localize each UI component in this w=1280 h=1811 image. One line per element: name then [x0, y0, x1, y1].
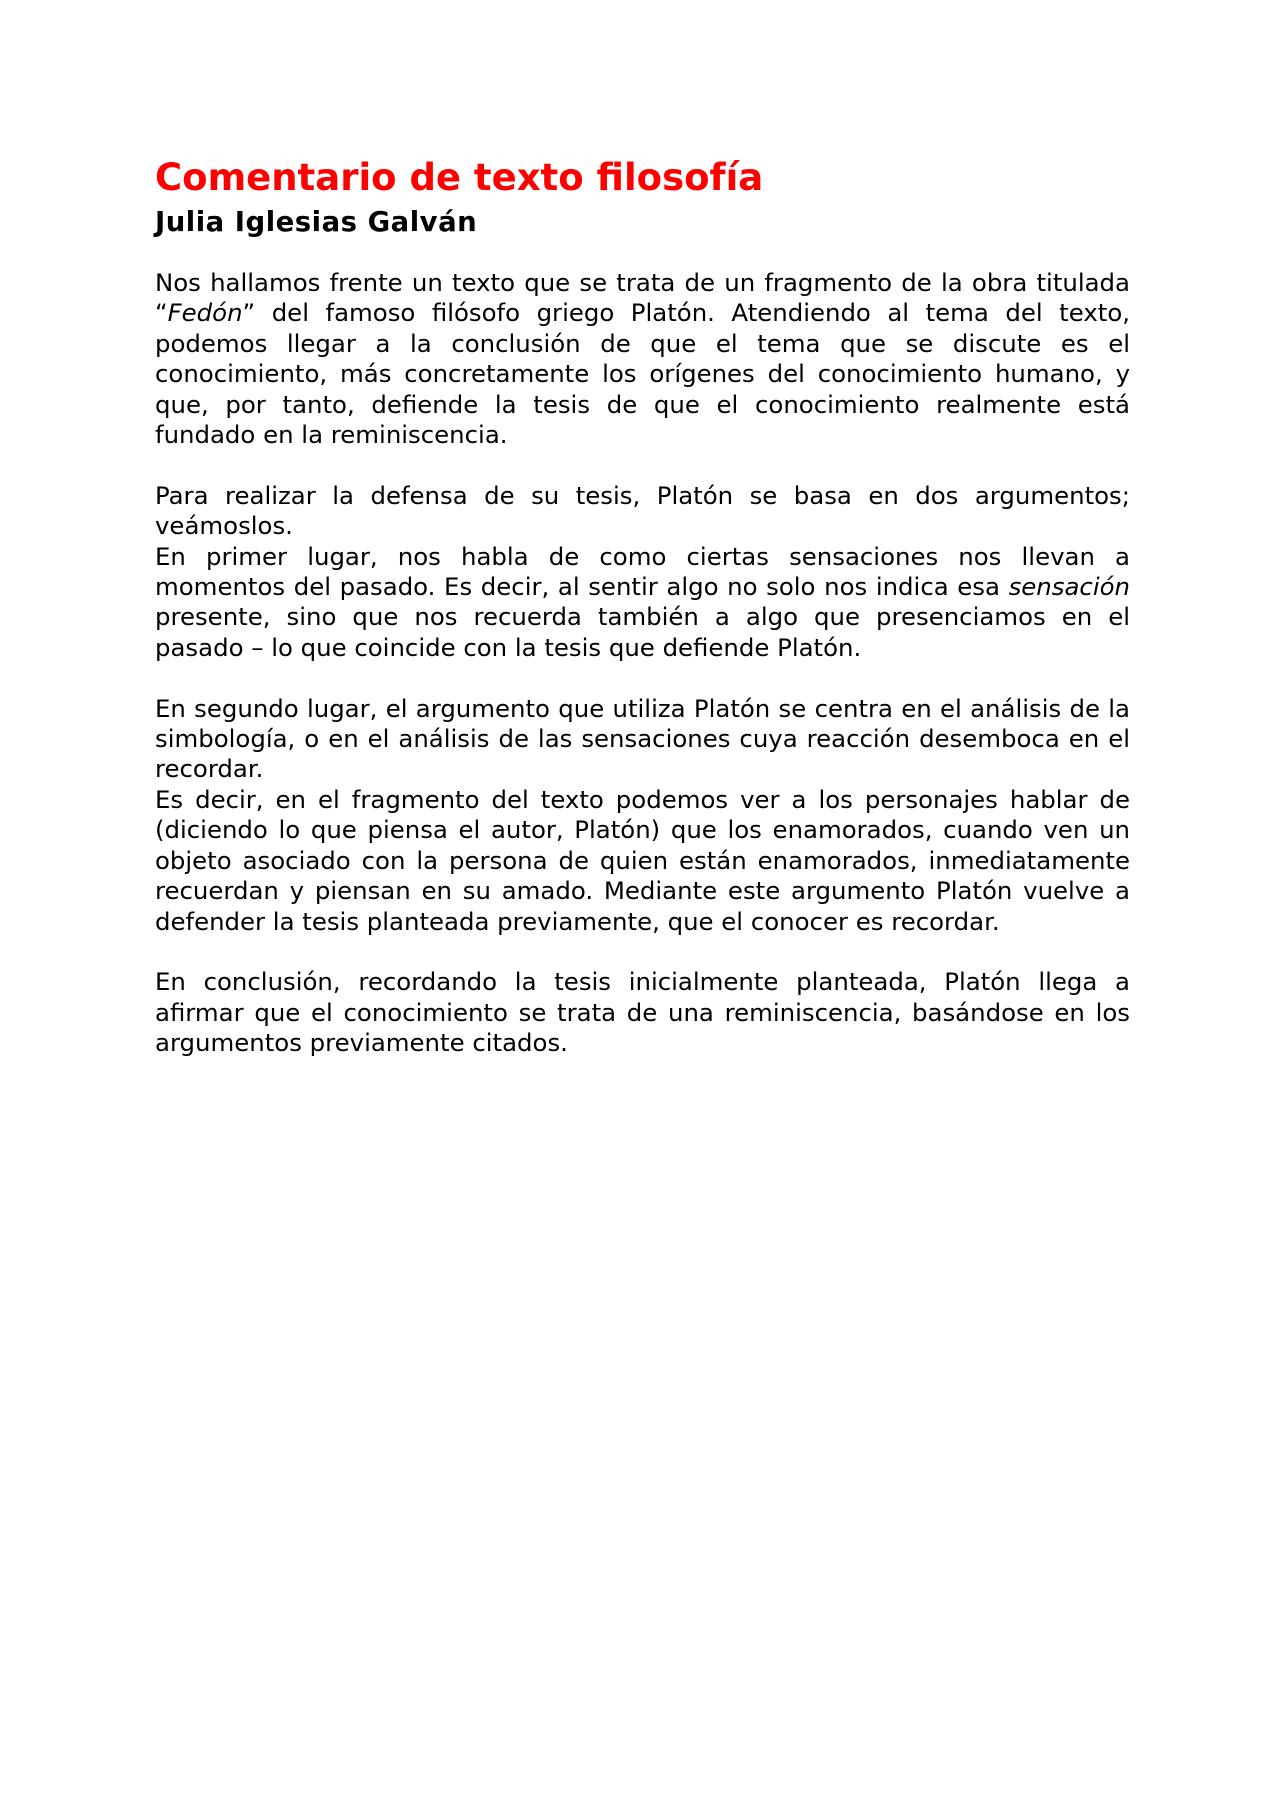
paragraph-second-argument: En segundo lugar, el argumento que utiliza Platón se centra en el análisis de la simbología, o en el análisis de las sensaciones cuya reacción desemboca en el recordar.: [155, 693, 1130, 784]
paragraph-text: ” del famoso filósofo griego Platón. Atendiendo al tema del texto, podemos llegar a la conclusión de que el tema que se discute es el conocimiento, más concretamente los orígenes del conocimiento humano, y que, por tanto, defiende la tesis de que el conocimiento realmente está fundado en la reminiscencia.: [155, 298, 1130, 450]
document-author: Julia Iglesias Galván: [155, 206, 478, 238]
work-title-italic: Fedón: [167, 298, 243, 328]
document-page: [155, 152, 1130, 1059]
paragraph-conclusion: En conclusión, recordando la tesis inicialmente planteada, Platón llega a afirmar que el conocimiento se trata de una reminiscencia, basándose en los argumentos previamente citados.: [155, 967, 1130, 1058]
paragraph-text: En primer lugar, nos habla de como ciertas sensaciones nos llevan a momentos del pasado. Es decir, al sentir algo no solo nos indica esa: [155, 541, 1130, 602]
paragraph-spacer: [155, 663, 1130, 693]
paragraph-text: presente, sino que nos recuerda también a algo que presenciamos en el pasado – lo que coincide con la tesis que defiende Platón.: [155, 602, 1130, 662]
emphasis-italic: sensación: [1008, 572, 1130, 602]
document-title: Comentario de texto filosofía: [155, 156, 764, 199]
paragraph-first-argument: [155, 542, 1130, 664]
paragraph-spacer: [155, 450, 1130, 480]
document-body: [155, 268, 1130, 1059]
paragraph-arguments-intro: Para realizar la defensa de su tesis, Platón se basa en dos argumentos; veámoslos.: [155, 480, 1130, 541]
paragraph-spacer: [155, 937, 1130, 967]
paragraph-second-argument-detail: Es decir, en el fragmento del texto podemos ver a los personajes hablar de (diciendo lo que piensa el autor, Platón) que los enamorados, cuando ven un objeto asociado con la persona de quien están enamorados, inmediatamente recuerdan y piensan en su amado. Mediante este argumento Platón vuelve a defender la tesis planteada previamente, que el conocer es recordar.: [155, 784, 1130, 936]
paragraph-text: Nos hallamos frente un texto que se trata de un fragmento de la obra titulada “: [155, 268, 1130, 328]
paragraph-introduction: [155, 268, 1130, 450]
